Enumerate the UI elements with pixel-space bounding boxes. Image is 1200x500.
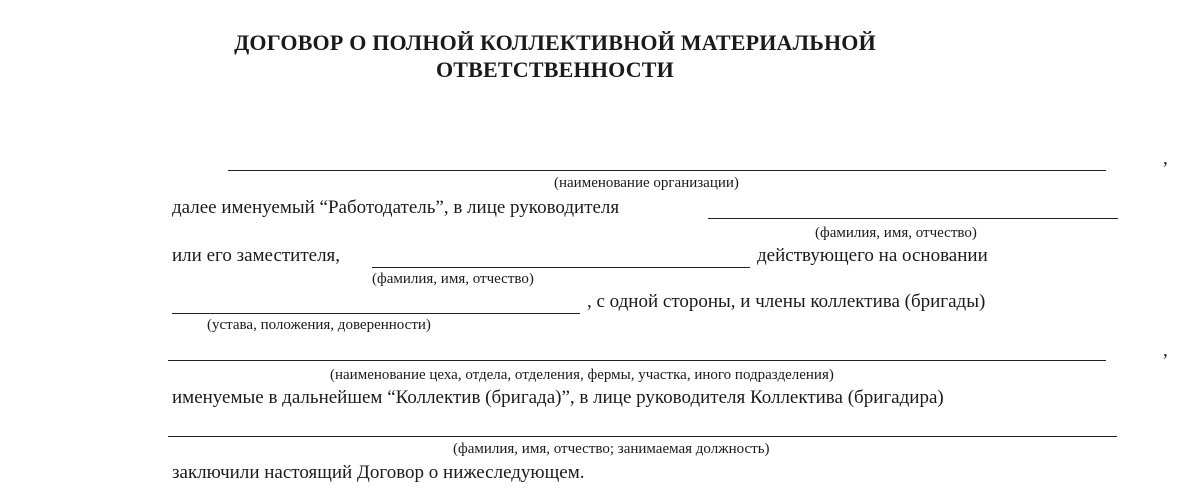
comma-mark: ,: [1163, 340, 1168, 361]
acting-basis-text: действующего на основании: [757, 245, 988, 266]
division-name-field[interactable]: [168, 360, 1106, 361]
contract-title-line-1: ДОГОВОР О ПОЛНОЙ КОЛЛЕКТИВНОЙ МАТЕРИАЛЬНОЙ: [234, 30, 876, 55]
employer-text: далее именуемый “Работодатель”, в лице руководителя: [172, 197, 620, 218]
one-side-text: , с одной стороны, и члены коллектива (бригады): [587, 291, 986, 312]
organization-caption: (наименование организации): [554, 175, 739, 191]
manager-fio-caption: (фамилия, имя, отчество): [815, 225, 977, 241]
deputy-name-field[interactable]: [372, 267, 750, 268]
brigadier-caption: (фамилия, имя, отчество; занимаемая должность): [453, 441, 770, 457]
deputy-fio-caption: (фамилия, имя, отчество): [372, 271, 534, 287]
contract-title-line-2: ОТВЕТСТВЕННОСТИ: [436, 57, 674, 82]
concluded-text: заключили настоящий Договор о нижеследующем.: [172, 462, 585, 483]
basis-document-field[interactable]: [172, 313, 580, 314]
comma-mark: ,: [1163, 148, 1168, 169]
deputy-text: или его заместителя,: [172, 245, 341, 266]
organization-name-field[interactable]: [228, 170, 1106, 171]
basis-document-caption: (устава, положения, доверенности): [207, 317, 431, 333]
brigadier-name-field[interactable]: [168, 436, 1117, 437]
collective-text: именуемые в дальнейшем “Коллектив (бригада)”, в лице руководителя Коллектива (бригадира): [172, 387, 944, 408]
manager-name-field[interactable]: [708, 218, 1118, 219]
division-caption: (наименование цеха, отдела, отделения, фермы, участка, иного подразделения): [330, 367, 834, 383]
